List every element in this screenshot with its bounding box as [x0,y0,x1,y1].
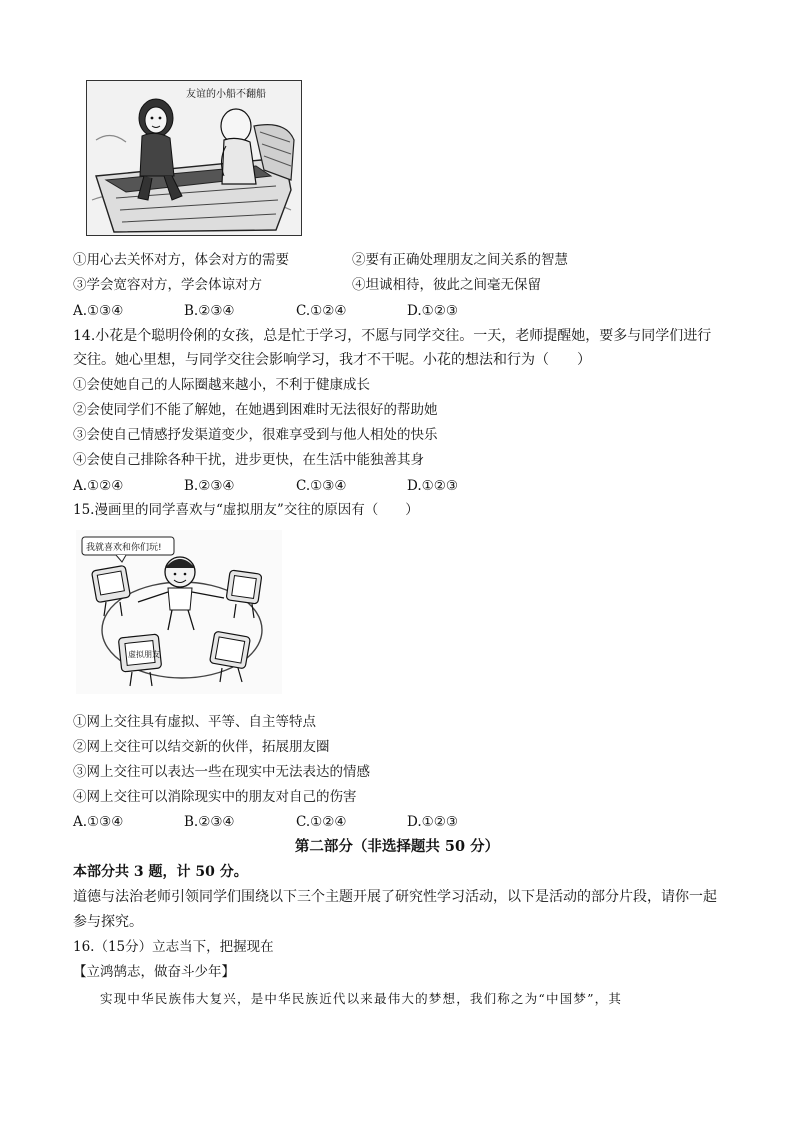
q14-option-4: ④会使自己排除各种干扰，进步更快，在生活中能独善其身 [73,452,424,468]
q13-option-4: ④坦诚相待，彼此之间毫无保留 [352,277,541,293]
part2-intro-line1: 道德与法治老师引领同学们围绕以下三个主题开展了研究性学习活动，以下是活动的部分片段，请你一起 [73,889,717,905]
q16-passage: 实现中华民族伟大复兴，是中华民族近代以来最伟大的梦想，我们称之为“中国梦”，其 [100,991,623,1006]
q13-option-1: ①用心去关怀对方，体会对方的需要 [73,252,289,268]
part2-title: 第二部分（非选择题共 50 分） [294,838,500,855]
q13-choice-a: A.①③④ [73,303,124,319]
speech-bubble-text: 我就喜欢和你们玩! [86,543,162,553]
q15-option-4: ④网上交往可以消除现实中的朋友对自己的伤害 [73,789,357,805]
virtual-friends-cartoon [76,530,282,694]
q13-option-2: ②要有正确处理朋友之间关系的智慧 [352,252,568,268]
q14-option-1: ①会使她自己的人际圈越来越小，不利于健康成长 [73,377,370,393]
q14-option-2: ②会使同学们不能了解她，在她遇到困难时无法很好的帮助她 [73,402,438,418]
q13-choice-d: D.①②③ [407,303,458,319]
q14-option-3: ③会使自己情感抒发渠道变少，很难享受到与他人相处的快乐 [73,427,438,443]
q16-section-title: 【立鸿鹄志，做奋斗少年】 [73,964,235,980]
q13-choice-b: B.②③④ [184,303,235,319]
q14-choice-a: A.①②④ [73,478,124,494]
q15-option-1: ①网上交往具有虚拟、平等、自主等特点 [73,714,316,730]
q14-stem-line1: 14.小花是个聪明伶俐的女孩，总是忙于学习，不愿与同学交往。一天，老师提醒她，要多与同学们进行 [73,328,712,344]
part2-subtitle: 本部分共 3 题，计 50 分。 [73,864,248,880]
q14-stem-line2: 交往。她心里想，与同学交往会影响学习，我才不干呢。小花的想法和行为（ ） [73,352,591,368]
friendship-boat-cartoon [86,80,302,236]
q15-choice-a: A.①③④ [73,814,124,830]
q15-choice-d: D.①②③ [407,814,458,830]
q16-stem: 16.（15分）立志当下，把握现在 [73,939,274,955]
q13-choice-c: C.①②④ [296,303,347,319]
cartoon-caption: 友谊的小船不翻船 [186,89,266,100]
q15-choice-c: C.①②④ [296,814,347,830]
q14-choice-c: C.①③④ [296,478,347,494]
q15-option-3: ③网上交往可以表达一些在现实中无法表达的情感 [73,764,370,780]
q14-choice-b: B.②③④ [184,478,235,494]
q15-choice-b: B.②③④ [184,814,235,830]
q13-option-3: ③学会宽容对方，学会体谅对方 [73,277,262,293]
part2-intro-line2: 参与探究。 [73,914,143,930]
q14-choice-d: D.①②③ [407,478,458,494]
q15-option-2: ②网上交往可以结交新的伙伴，拓展朋友圈 [73,739,330,755]
computer-screen-text: 虚拟朋友 [128,650,160,659]
q15-stem: 15.漫画里的同学喜欢与“虚拟朋友”交往的原因有（ ） [73,502,419,518]
